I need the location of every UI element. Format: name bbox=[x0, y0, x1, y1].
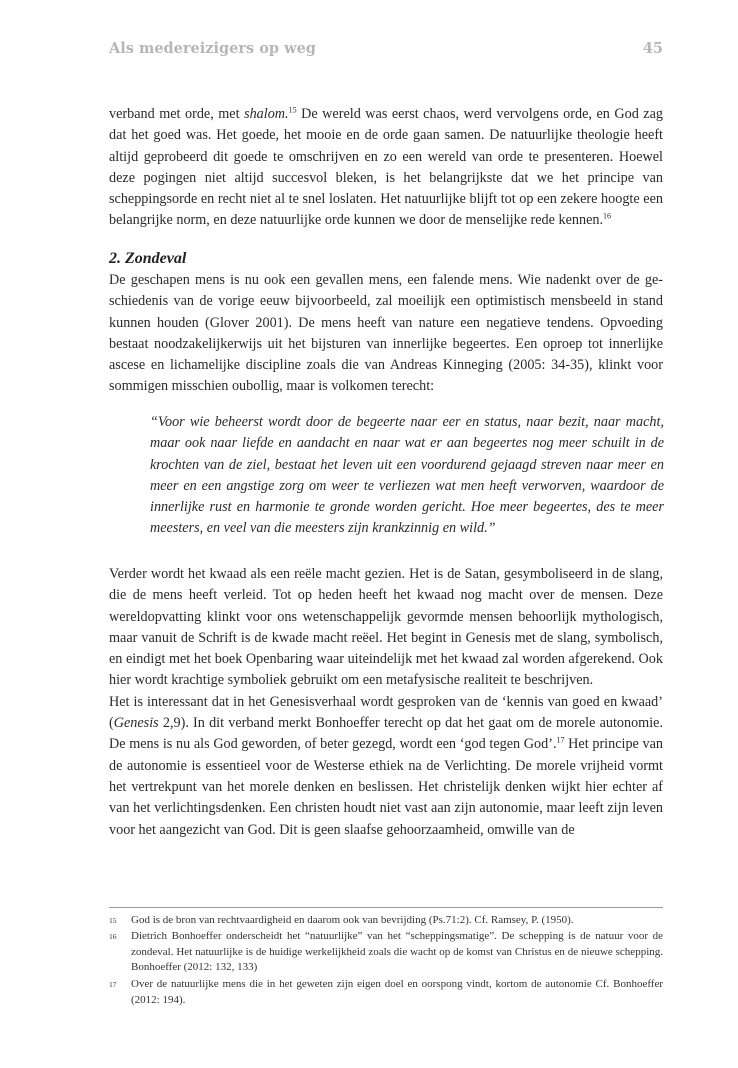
footnote-text: Over de natuurlijke mens die in het geweten zijn eigen doel en oorspong vindt, kortom de autonomie Cf. Bonhoeffer (2012: 194). bbox=[131, 978, 663, 1006]
footnote-ref-16: 16 bbox=[603, 211, 612, 221]
block-quote: “Voor wie beheerst wordt door de begeerte naar eer en status, naar bezit, naar macht, maar ook naar liefde en aandacht en naar wat er aan begeertes nog meer schuilt in de krochten van de ziel, bestaat het leven uit een voordurend gejaagd streven naar meer en meer en een angstige zorg om weer te verliezen wat men heeft verworven, waardoor de innerlijke rust en harmonie te gronde worden gericht. Hoe meer begeertes, des te meer meesters, en veel van die meesters zijn krankzinnig en wild.” bbox=[150, 414, 664, 537]
footnote-text: God is de bron van rechtvaardigheid en daarom ook van bevrijding (Ps.71:2). Cf. Ramsey, P. (1950). bbox=[131, 914, 574, 926]
footnote-text: Dietrich Bonhoeffer onderscheidt het “natuurlijke” van het “scheppingsmatige”. De schepping is de natuur voor de zondeval. Het natuurlijke is de huidige werkelijkheid zoals die wacht op de komst van Christus en de nieuwe schepping. Bonhoeffer (2012: 132, 133) bbox=[131, 930, 663, 973]
running-title: Als medereizigers op weg bbox=[109, 40, 316, 57]
footnote-divider bbox=[109, 907, 663, 908]
paragraph-2: De geschapen mens is nu ook een gevallen mens, een falende mens. Wie nadenkt over de geschiedenis van de vorige eeuw bijvoorbeeld, zal moeilijk een optimistisch mensbeeld in stand kunnen houden (Glover 2001). De mens heeft van nature een negatieve tendens. Opvoeding bestaat noodzakelijkerwijs uit het bijsturen van innerlijke begeertes. Een oproep tot innerlijke ascese en lichamelijke discipline zoals die van Andreas Kinneging (2005: 34-35), klinkt voor sommigen misschien oubollig, maar is volkomen terecht: bbox=[109, 272, 663, 395]
footnote-mark: 16 bbox=[109, 932, 117, 941]
section-zondeval bbox=[109, 248, 663, 398]
footnote-15 bbox=[109, 913, 663, 929]
footnote-mark: 15 bbox=[109, 916, 117, 925]
footnote-17 bbox=[109, 977, 663, 1008]
genesis-ref: Genesis bbox=[113, 715, 159, 732]
paragraph-3-block bbox=[109, 564, 663, 841]
footnote-ref-17: 17 bbox=[556, 735, 565, 745]
paragraph-4: Het is interessant dat in het Genesisverhaal wordt gesproken van de ‘kennis van goed en kwaad’ (Genesis 2,9). In dit verband merkt Bonhoeffer terecht op dat het gaat om de morele autonomie. De mens is nu als God geworden, of beter gezegd, wordt een ‘god tegen God’.$^{17}$ Het principe van de autonomie is essentieel voor de Westerse ethiek na de Verlichting. De morele vrijheid vormt het vertrekpunt van het morele denken en beslissen. Het christelijk denken wijkt hier echter af van het verlichtingsdenken. Een christen houdt niet vast aan zijn autonomie, maar leeft zijn leven voor het aangezicht van God. Dit is geen slaafse gehoorzaamheid, omwille van de bbox=[109, 693, 664, 838]
section-heading: 2. Zondeval bbox=[109, 250, 187, 267]
footnote-16 bbox=[109, 929, 663, 976]
shalom-term: shalom. bbox=[244, 106, 289, 122]
footnote-ref-15: 15 bbox=[288, 105, 297, 115]
footnote-mark: 17 bbox=[109, 980, 117, 989]
running-head bbox=[109, 40, 663, 57]
paragraph-1: verband met orde, met shalom.$^{15}$ De wereld was eerst chaos, werd vervolgens orde, en God zag dat het goed was. Het goede, het mooie en de orde gaan samen. De natuurlijke theologie heeft altijd geprobeerd dit goede te omschrijven en zo een wereld van orde te presenteren. Hoewel deze pogingen niet altijd succesvol bleken, is het belangrijkste dat we het principe van scheppingsorde en recht niet al te snel loslaten. Het natuurlijke blijft tot op een zekere hoogte een belangrijke norm, en deze natuurlijke orde kunnen we door de menselijke rede kennen.$^{16}$ bbox=[109, 105, 663, 229]
paragraph-3: Verder wordt het kwaad als een reële macht gezien. Het is de Satan, gesymboliseerd in de slang, die de mens heeft verleid. Tot op heden heeft het kwaad nog macht over de mensen. Deze wereldopvatting klinkt voor ons wetenschappelijk gevormde mensen behoorlijk mythologisch, maar vanuit de Schrift is de kwade macht reëel. Het begint in Genesis met de slang, symbolisch, en eindigt met het boek Openbaring waar uiteindelijk met het kwaad zal worden afgerekend. Ook hier wordt krachtige symboliek gebruikt om een metafysische realiteit te beschrijven. bbox=[109, 566, 663, 689]
page-number: 45 bbox=[642, 40, 663, 57]
